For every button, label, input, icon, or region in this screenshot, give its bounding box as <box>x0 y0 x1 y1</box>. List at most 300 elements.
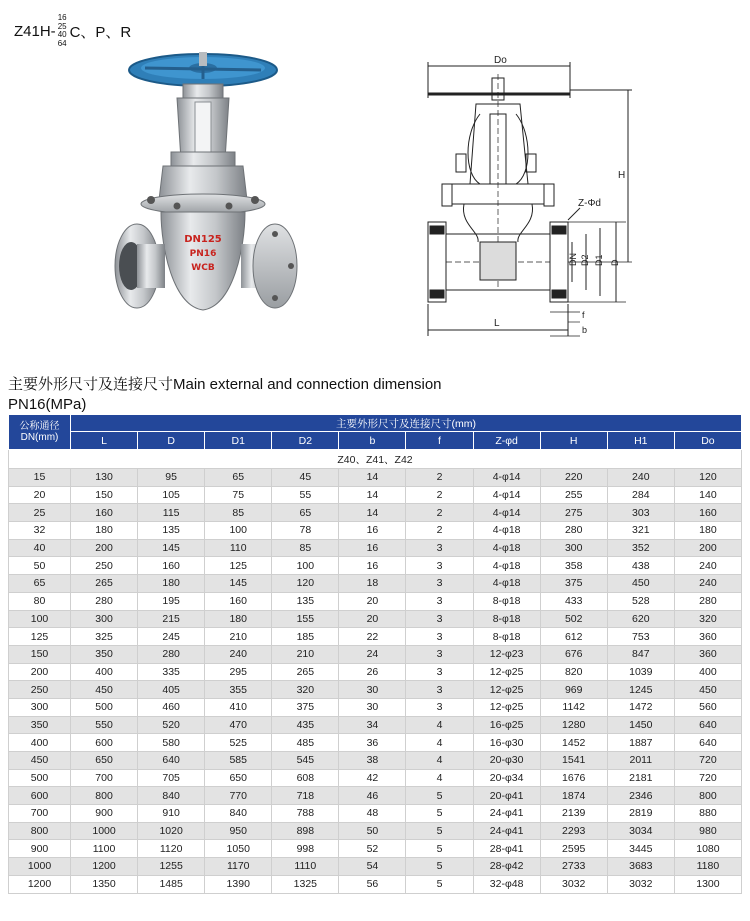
table-cell: 15 <box>9 469 71 487</box>
table-cell: 4 <box>406 734 473 752</box>
table-cell: 14 <box>339 504 406 522</box>
table-cell: 5 <box>406 822 473 840</box>
dn-header-unit: DN(mm) <box>20 432 59 443</box>
label-dn: DN <box>568 253 578 266</box>
table-row <box>9 716 742 734</box>
table-cell: 4-φ14 <box>473 469 540 487</box>
photo-mark-pn: PN16 <box>189 249 217 259</box>
table-row <box>9 645 742 663</box>
table-cell: 1485 <box>138 875 205 893</box>
table-cell: 150 <box>9 645 71 663</box>
gate-valve-photo <box>105 48 305 340</box>
photo-mark-material: WCB <box>191 263 215 273</box>
table-cell: 200 <box>674 539 741 557</box>
table-cell: 3 <box>406 592 473 610</box>
table-cell: 450 <box>674 681 741 699</box>
col-header-do: Do <box>674 432 741 450</box>
table-cell: 705 <box>138 769 205 787</box>
table-cell: 1000 <box>9 858 71 876</box>
table-cell: 5 <box>406 858 473 876</box>
table-row <box>9 875 742 893</box>
table-cell: 502 <box>540 610 607 628</box>
label-d: D <box>610 259 620 266</box>
table-cell: 135 <box>272 592 339 610</box>
table-cell: 1100 <box>71 840 138 858</box>
table-cell: 770 <box>205 787 272 805</box>
table-cell: 400 <box>9 734 71 752</box>
table-cell: 100 <box>205 522 272 540</box>
table-cell: 900 <box>71 805 138 823</box>
table-cell: 1120 <box>138 840 205 858</box>
table-cell: 560 <box>674 698 741 716</box>
table-cell: 200 <box>71 539 138 557</box>
table-cell: 400 <box>71 663 138 681</box>
table-cell: 350 <box>9 716 71 734</box>
table-cell: 1452 <box>540 734 607 752</box>
table-cell: 450 <box>71 681 138 699</box>
table-cell: 1180 <box>674 858 741 876</box>
table-row <box>9 698 742 716</box>
table-row <box>9 805 742 823</box>
table-cell: 125 <box>205 557 272 575</box>
table-cell: 1472 <box>607 698 674 716</box>
table-row <box>9 822 742 840</box>
table-row <box>9 539 742 557</box>
table-cell: 1325 <box>272 875 339 893</box>
table-row <box>9 752 742 770</box>
table-cell: 2 <box>406 469 473 487</box>
table-cell: 160 <box>138 557 205 575</box>
table-cell: 788 <box>272 805 339 823</box>
table-row <box>9 663 742 681</box>
table-cell: 550 <box>71 716 138 734</box>
table-cell: 150 <box>71 486 138 504</box>
table-cell: 265 <box>71 575 138 593</box>
table-cell: 3 <box>406 698 473 716</box>
table-cell: 650 <box>205 769 272 787</box>
pressure-40: 40 <box>57 30 67 39</box>
table-cell: 320 <box>272 681 339 699</box>
table-cell: 1050 <box>205 840 272 858</box>
col-header-z-phi-d: Z-φd <box>473 432 540 450</box>
table-cell: 100 <box>272 557 339 575</box>
col-header-d: D <box>138 432 205 450</box>
table-cell: 460 <box>138 698 205 716</box>
table-cell: 5 <box>406 787 473 805</box>
table-cell: 3445 <box>607 840 674 858</box>
table-cell: 20 <box>9 486 71 504</box>
table-cell: 125 <box>9 628 71 646</box>
table-cell: 2293 <box>540 822 607 840</box>
model-group-label: Z40、Z41、Z42 <box>9 450 742 469</box>
table-cell: 280 <box>540 522 607 540</box>
label-b: b <box>582 325 588 335</box>
table-row <box>9 610 742 628</box>
table-cell: 34 <box>339 716 406 734</box>
table-cell: 520 <box>138 716 205 734</box>
table-cell: 245 <box>138 628 205 646</box>
table-cell: 3 <box>406 628 473 646</box>
table-cell: 4-φ18 <box>473 575 540 593</box>
table-row <box>9 557 742 575</box>
table-cell: 24 <box>339 645 406 663</box>
table-cell: 16 <box>339 539 406 557</box>
table-cell: 1170 <box>205 858 272 876</box>
table-cell: 14 <box>339 469 406 487</box>
label-do: Do <box>494 55 507 66</box>
table-cell: 800 <box>674 787 741 805</box>
table-cell: 16 <box>339 522 406 540</box>
table-cell: 1245 <box>607 681 674 699</box>
table-cell: 300 <box>71 610 138 628</box>
table-cell: 3 <box>406 610 473 628</box>
table-cell: 5 <box>406 875 473 893</box>
table-cell: 720 <box>674 752 741 770</box>
table-cell: 295 <box>205 663 272 681</box>
table-cell: 28-φ41 <box>473 840 540 858</box>
dn-header <box>9 415 71 450</box>
table-cell: 42 <box>339 769 406 787</box>
table-cell: 280 <box>138 645 205 663</box>
table-cell: 433 <box>540 592 607 610</box>
table-cell: 545 <box>272 752 339 770</box>
table-cell: 200 <box>9 663 71 681</box>
table-cell: 3032 <box>540 875 607 893</box>
table-cell: 20-φ34 <box>473 769 540 787</box>
table-cell: 180 <box>205 610 272 628</box>
table-cell: 485 <box>272 734 339 752</box>
table-cell: 438 <box>607 557 674 575</box>
table-cell: 4 <box>406 716 473 734</box>
table-cell: 250 <box>9 681 71 699</box>
pressure-stack <box>58 14 67 48</box>
model-group-row <box>9 450 742 469</box>
table-cell: 120 <box>272 575 339 593</box>
table-cell: 2595 <box>540 840 607 858</box>
table-cell: 18 <box>339 575 406 593</box>
label-d1: D1 <box>594 254 604 266</box>
table-cell: 20-φ30 <box>473 752 540 770</box>
pressure-64: 64 <box>57 38 67 48</box>
table-row <box>9 840 742 858</box>
table-cell: 5 <box>406 840 473 858</box>
table-cell: 180 <box>138 575 205 593</box>
col-header-h1: H1 <box>607 432 674 450</box>
table-cell: 255 <box>540 486 607 504</box>
table-cell: 30 <box>339 698 406 716</box>
table-cell: 24-φ41 <box>473 805 540 823</box>
table-cell: 650 <box>71 752 138 770</box>
label-d2: D2 <box>580 254 590 266</box>
table-cell: 105 <box>138 486 205 504</box>
table-cell: 700 <box>9 805 71 823</box>
table-cell: 36 <box>339 734 406 752</box>
table-cell: 4-φ18 <box>473 522 540 540</box>
table-cell: 8-φ18 <box>473 592 540 610</box>
table-cell: 450 <box>607 575 674 593</box>
table-cell: 210 <box>205 628 272 646</box>
table-cell: 1142 <box>540 698 607 716</box>
table-cell: 405 <box>138 681 205 699</box>
table-cell: 100 <box>9 610 71 628</box>
table-cell: 910 <box>138 805 205 823</box>
table-cell: 195 <box>138 592 205 610</box>
table-cell: 265 <box>272 663 339 681</box>
table-cell: 3 <box>406 645 473 663</box>
table-row <box>9 769 742 787</box>
table-cell: 3034 <box>607 822 674 840</box>
table-cell: 28-φ42 <box>473 858 540 876</box>
table-cell: 450 <box>9 752 71 770</box>
col-header-f: f <box>406 432 473 450</box>
table-cell: 580 <box>138 734 205 752</box>
table-cell: 360 <box>674 628 741 646</box>
table-cell: 880 <box>674 805 741 823</box>
table-cell: 75 <box>205 486 272 504</box>
table-cell: 375 <box>272 698 339 716</box>
table-cell: 65 <box>272 504 339 522</box>
table-cell: 303 <box>607 504 674 522</box>
table-cell: 898 <box>272 822 339 840</box>
table-cell: 1110 <box>272 858 339 876</box>
table-cell: 240 <box>674 575 741 593</box>
valve-dimension-drawing <box>420 54 660 344</box>
table-cell: 998 <box>272 840 339 858</box>
label-f: f <box>582 310 585 320</box>
table-cell: 46 <box>339 787 406 805</box>
table-cell: 400 <box>674 663 741 681</box>
table-cell: 1300 <box>674 875 741 893</box>
pressure-16: 16 <box>57 13 67 22</box>
table-cell: 8-φ18 <box>473 628 540 646</box>
table-cell: 4-φ18 <box>473 539 540 557</box>
table-cell: 185 <box>272 628 339 646</box>
table-cell: 300 <box>9 698 71 716</box>
table-cell: 352 <box>607 539 674 557</box>
table-cell: 600 <box>71 734 138 752</box>
table-cell: 65 <box>205 469 272 487</box>
table-cell: 840 <box>205 805 272 823</box>
table-cell: 2 <box>406 486 473 504</box>
col-header-b: b <box>339 432 406 450</box>
table-cell: 3 <box>406 557 473 575</box>
table-cell: 30 <box>339 681 406 699</box>
table-cell: 180 <box>71 522 138 540</box>
main-dimension-header: 主要外形尺寸及连接尺寸(mm) <box>71 415 742 432</box>
table-cell: 155 <box>272 610 339 628</box>
table-cell: 135 <box>138 522 205 540</box>
table-cell: 1450 <box>607 716 674 734</box>
label-l: L <box>494 318 500 329</box>
table-cell: 215 <box>138 610 205 628</box>
table-cell: 5 <box>406 805 473 823</box>
table-cell: 2 <box>406 504 473 522</box>
table-cell: 16-φ30 <box>473 734 540 752</box>
table-cell: 321 <box>607 522 674 540</box>
table-cell: 900 <box>9 840 71 858</box>
col-header-d2: D2 <box>272 432 339 450</box>
table-cell: 145 <box>138 539 205 557</box>
label-h: H <box>618 170 626 181</box>
table-row <box>9 575 742 593</box>
table-cell: 40 <box>9 539 71 557</box>
table-cell: 2139 <box>540 805 607 823</box>
table-cell: 980 <box>674 822 741 840</box>
table-cell: 16 <box>339 557 406 575</box>
table-cell: 375 <box>540 575 607 593</box>
table-cell: 1039 <box>607 663 674 681</box>
table-row <box>9 504 742 522</box>
table-cell: 355 <box>205 681 272 699</box>
table-cell: 676 <box>540 645 607 663</box>
table-cell: 528 <box>607 592 674 610</box>
table-cell: 24-φ41 <box>473 822 540 840</box>
table-cell: 110 <box>205 539 272 557</box>
table-cell: 300 <box>540 539 607 557</box>
table-cell: 26 <box>339 663 406 681</box>
table-cell: 22 <box>339 628 406 646</box>
table-row <box>9 522 742 540</box>
table-cell: 2346 <box>607 787 674 805</box>
table-cell: 20 <box>339 592 406 610</box>
table-cell: 3 <box>406 539 473 557</box>
table-cell: 1541 <box>540 752 607 770</box>
table-cell: 78 <box>272 522 339 540</box>
table-cell: 640 <box>674 734 741 752</box>
table-cell: 240 <box>607 469 674 487</box>
table-cell: 14 <box>339 486 406 504</box>
table-cell: 3032 <box>607 875 674 893</box>
table-cell: 470 <box>205 716 272 734</box>
table-cell: 45 <box>272 469 339 487</box>
table-cell: 969 <box>540 681 607 699</box>
table-cell: 120 <box>674 469 741 487</box>
model-suffix: C、P、R <box>69 23 132 41</box>
table-cell: 20-φ41 <box>473 787 540 805</box>
table-cell: 180 <box>674 522 741 540</box>
table-row <box>9 787 742 805</box>
table-row <box>9 469 742 487</box>
table-cell: 4-φ18 <box>473 557 540 575</box>
table-cell: 50 <box>9 557 71 575</box>
table-cell: 600 <box>9 787 71 805</box>
table-cell: 358 <box>540 557 607 575</box>
col-header-d1: D1 <box>205 432 272 450</box>
table-cell: 115 <box>138 504 205 522</box>
table-cell: 4 <box>406 752 473 770</box>
table-cell: 720 <box>674 769 741 787</box>
table-cell: 160 <box>71 504 138 522</box>
table-cell: 1350 <box>71 875 138 893</box>
table-row <box>9 681 742 699</box>
table-cell: 12-φ23 <box>473 645 540 663</box>
table-cell: 3 <box>406 575 473 593</box>
table-cell: 335 <box>138 663 205 681</box>
table-cell: 4-φ14 <box>473 504 540 522</box>
table-cell: 800 <box>9 822 71 840</box>
table-cell: 360 <box>674 645 741 663</box>
table-cell: 54 <box>339 858 406 876</box>
col-header-h: H <box>540 432 607 450</box>
table-cell: 350 <box>71 645 138 663</box>
table-cell: 95 <box>138 469 205 487</box>
table-cell: 145 <box>205 575 272 593</box>
table-cell: 4-φ14 <box>473 486 540 504</box>
table-cell: 32 <box>9 522 71 540</box>
table-cell: 585 <box>205 752 272 770</box>
table-cell: 85 <box>272 539 339 557</box>
table-cell: 325 <box>71 628 138 646</box>
table-row <box>9 592 742 610</box>
table-cell: 240 <box>674 557 741 575</box>
table-cell: 620 <box>607 610 674 628</box>
table-cell: 2181 <box>607 769 674 787</box>
model-prefix: Z41H- <box>14 22 56 40</box>
table-cell: 320 <box>674 610 741 628</box>
table-cell: 500 <box>71 698 138 716</box>
table-cell: 4 <box>406 769 473 787</box>
section-heading: 主要外形尺寸及连接尺寸Main external and connection dimension <box>8 376 442 393</box>
table-cell: 1000 <box>71 822 138 840</box>
table-cell: 847 <box>607 645 674 663</box>
table-cell: 16-φ25 <box>473 716 540 734</box>
table-cell: 2 <box>406 522 473 540</box>
table-cell: 1255 <box>138 858 205 876</box>
table-cell: 950 <box>205 822 272 840</box>
table-cell: 1390 <box>205 875 272 893</box>
table-cell: 2819 <box>607 805 674 823</box>
table-cell: 130 <box>71 469 138 487</box>
table-cell: 220 <box>540 469 607 487</box>
table-cell: 275 <box>540 504 607 522</box>
table-cell: 3 <box>406 681 473 699</box>
table-cell: 1676 <box>540 769 607 787</box>
table-column-header-row <box>9 432 742 450</box>
table-cell: 12-φ25 <box>473 698 540 716</box>
model-title <box>14 14 131 48</box>
table-cell: 240 <box>205 645 272 663</box>
table-cell: 1020 <box>138 822 205 840</box>
table-cell: 1887 <box>607 734 674 752</box>
table-cell: 1200 <box>9 875 71 893</box>
table-cell: 753 <box>607 628 674 646</box>
table-cell: 640 <box>674 716 741 734</box>
table-cell: 525 <box>205 734 272 752</box>
dn-header-cn: 公称通径 <box>19 421 60 432</box>
table-cell: 1200 <box>71 858 138 876</box>
table-cell: 1280 <box>540 716 607 734</box>
table-cell: 3683 <box>607 858 674 876</box>
table-row <box>9 734 742 752</box>
table-row <box>9 628 742 646</box>
table-cell: 56 <box>339 875 406 893</box>
pressure-25: 25 <box>57 21 67 31</box>
table-cell: 1874 <box>540 787 607 805</box>
table-cell: 250 <box>71 557 138 575</box>
table-cell: 700 <box>71 769 138 787</box>
table-cell: 140 <box>674 486 741 504</box>
table-cell: 800 <box>71 787 138 805</box>
table-cell: 284 <box>607 486 674 504</box>
table-cell: 840 <box>138 787 205 805</box>
table-cell: 80 <box>9 592 71 610</box>
table-row <box>9 486 742 504</box>
table-row <box>9 858 742 876</box>
table-cell: 280 <box>71 592 138 610</box>
table-cell: 2733 <box>540 858 607 876</box>
table-cell: 820 <box>540 663 607 681</box>
table-cell: 2011 <box>607 752 674 770</box>
